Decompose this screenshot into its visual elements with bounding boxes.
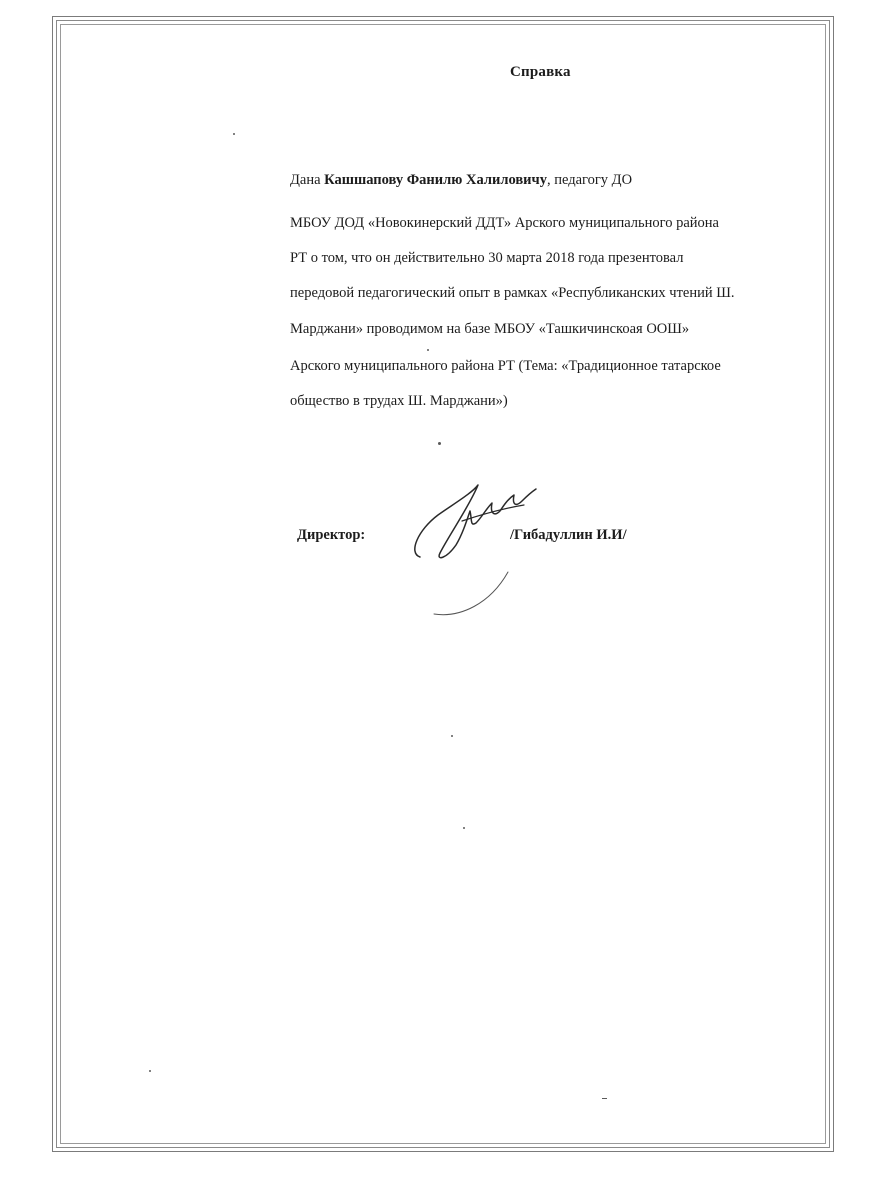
faint-stamp-arc <box>420 566 520 626</box>
body-line-5: Марджани» проводимом на базе МБОУ «Ташкичинскоая ООШ» <box>290 321 690 337</box>
body-line-6: Арского муниципального района РТ (Тема: «Традиционное татарское <box>290 358 721 374</box>
signatory-role: Директор: <box>297 527 366 543</box>
scan-speck <box>427 349 429 351</box>
scan-speck <box>463 827 465 829</box>
scan-speck <box>149 1070 151 1072</box>
body-line-4: передовой педагогический опыт в рамках «Республиканских чтений Ш. <box>290 285 735 301</box>
body-line-1-pre: Дана <box>290 172 325 188</box>
scan-speck <box>602 1098 607 1099</box>
body-line-1 <box>290 172 632 189</box>
scan-speck <box>438 442 441 445</box>
handwritten-signature <box>400 475 540 570</box>
body-line-3: РТ о том, что он действительно 30 марта 2018 года презентовал <box>290 250 684 266</box>
recipient-name: Кашшапову Фанилю Халиловичу <box>324 172 547 188</box>
scan-speck <box>451 735 453 737</box>
scan-speck <box>233 133 235 135</box>
signatory-name: /Гибадуллин И.И/ <box>510 527 627 543</box>
body-line-2: МБОУ ДОД «Новокинерский ДДТ» Арского муниципального района <box>290 215 719 231</box>
document-title: Справка <box>510 64 571 80</box>
body-line-7: общество в трудах Ш. Марджани») <box>290 393 508 409</box>
body-line-1-post: , педагогу ДО <box>546 172 633 188</box>
